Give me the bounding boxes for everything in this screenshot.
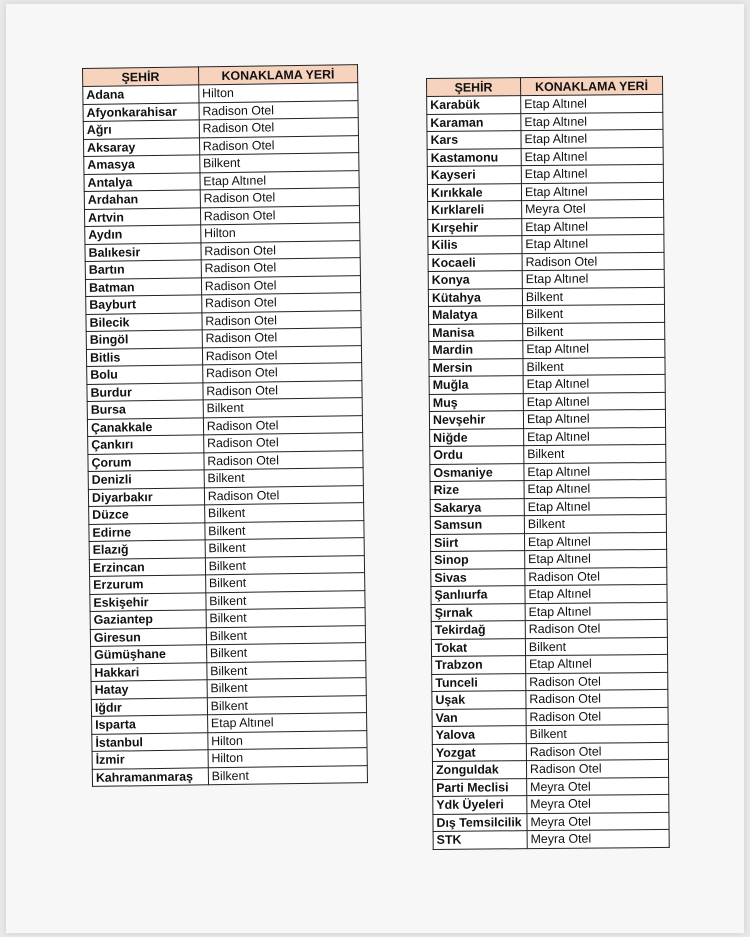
table-row bbox=[92, 765, 367, 786]
table-row bbox=[432, 742, 668, 762]
accommodation-cell: Etap Altınel bbox=[522, 269, 664, 288]
accommodation-cell: Radison Otel bbox=[199, 118, 358, 138]
accommodation-cell: Bilkent bbox=[207, 695, 366, 715]
table-row bbox=[431, 619, 667, 639]
city-cell: Bayburt bbox=[86, 295, 202, 314]
accommodation-cell: Radison Otel bbox=[525, 567, 667, 586]
table-row bbox=[427, 94, 663, 114]
table-row bbox=[429, 339, 665, 359]
accommodation-cell: Etap Altınel bbox=[521, 147, 663, 166]
accommodation-cell: Radison Otel bbox=[200, 205, 359, 225]
accommodation-cell: Etap Altınel bbox=[522, 234, 664, 253]
city-cell: Afyonkarahisar bbox=[83, 102, 199, 121]
table-row bbox=[429, 409, 665, 429]
table-row bbox=[431, 567, 667, 587]
accommodation-cell: Hilton bbox=[208, 748, 367, 768]
city-cell: Kırşehir bbox=[428, 218, 522, 236]
city-cell: Sinop bbox=[431, 551, 525, 569]
table-row bbox=[433, 829, 669, 849]
city-cell: Diyarbakır bbox=[88, 487, 204, 506]
accommodation-cell: Radison Otel bbox=[526, 689, 668, 708]
table-row bbox=[431, 637, 667, 657]
accommodation-cell: Bilkent bbox=[523, 357, 665, 376]
accommodation-cell: Radison Otel bbox=[199, 135, 358, 155]
accommodation-cell: Etap Altınel bbox=[521, 182, 663, 201]
accommodation-cell: Bilkent bbox=[205, 520, 364, 540]
table-row bbox=[428, 217, 664, 237]
accommodation-cell: Bilkent bbox=[523, 322, 665, 341]
city-cell: Bilecik bbox=[86, 312, 202, 331]
accommodation-cell: Bilkent bbox=[208, 765, 367, 785]
city-cell: Elazığ bbox=[89, 540, 205, 559]
accommodation-cell: Radison Otel bbox=[526, 759, 668, 778]
table-row bbox=[433, 812, 669, 832]
accommodation-cell: Radison Otel bbox=[203, 415, 362, 435]
accommodation-cell: Bilkent bbox=[525, 637, 667, 656]
city-cell: Kayseri bbox=[427, 166, 521, 184]
city-cell: Rize bbox=[430, 481, 524, 499]
accommodation-cell: Radison Otel bbox=[199, 100, 358, 120]
accommodation-cell: Radison Otel bbox=[201, 275, 360, 295]
accommodation-cell: Radison Otel bbox=[204, 485, 363, 505]
table-row bbox=[430, 514, 666, 534]
city-cell: STK bbox=[433, 831, 527, 849]
accommodation-cell: Bilkent bbox=[205, 555, 364, 575]
city-cell: Dış Temsilcilik bbox=[433, 813, 527, 831]
table-row bbox=[427, 112, 663, 132]
accommodation-cell: Radison Otel bbox=[201, 293, 360, 313]
city-cell: Sakarya bbox=[430, 498, 524, 516]
accommodation-cell: Hilton bbox=[200, 223, 359, 243]
city-cell: Aydın bbox=[85, 225, 201, 244]
table-row bbox=[432, 672, 668, 692]
city-cell: Erzurum bbox=[90, 575, 206, 594]
accommodation-cell: Radison Otel bbox=[202, 328, 361, 348]
accommodation-cell: Etap Altınel bbox=[524, 497, 666, 516]
accommodation-cell: Etap Altınel bbox=[522, 217, 664, 236]
city-cell: Siirt bbox=[430, 533, 524, 551]
city-cell: Niğde bbox=[430, 428, 524, 446]
table-row bbox=[432, 707, 668, 727]
city-cell: Parti Meclisi bbox=[433, 778, 527, 796]
accommodation-cell: Etap Altınel bbox=[523, 374, 665, 393]
accommodation-cell: Etap Altınel bbox=[524, 479, 666, 498]
accommodation-cell: Etap Altınel bbox=[523, 427, 665, 446]
table-row bbox=[429, 322, 665, 342]
table-row bbox=[432, 654, 668, 674]
table-row bbox=[431, 602, 667, 622]
accommodation-cell: Etap Altınel bbox=[523, 409, 665, 428]
table-row bbox=[430, 462, 666, 482]
table-header-row bbox=[427, 76, 663, 96]
accommodation-cell: Etap Altınel bbox=[524, 462, 666, 481]
city-cell: Hakkari bbox=[91, 662, 207, 681]
city-cell: Bolu bbox=[87, 365, 203, 384]
accommodation-cell: Bilkent bbox=[207, 660, 366, 680]
table-row bbox=[431, 584, 667, 604]
accommodation-cell: Meyra Otel bbox=[527, 812, 669, 831]
city-cell: Batman bbox=[85, 277, 201, 296]
header-city: ŞEHİR bbox=[427, 78, 521, 97]
accommodation-cell: Meyra Otel bbox=[527, 794, 669, 813]
accommodation-cell: Etap Altınel bbox=[525, 584, 667, 603]
accommodation-cell: Etap Altınel bbox=[523, 392, 665, 411]
accommodation-cell: Bilkent bbox=[204, 468, 363, 488]
city-cell: Gaziantep bbox=[90, 610, 206, 629]
accommodation-cell: Radison Otel bbox=[200, 188, 359, 208]
accommodation-cell: Bilkent bbox=[205, 538, 364, 558]
accommodation-cell: Radison Otel bbox=[201, 240, 360, 260]
accommodation-cell: Radison Otel bbox=[202, 363, 361, 383]
accommodation-cell: Radison Otel bbox=[525, 619, 667, 638]
accommodation-cell: Bilkent bbox=[203, 398, 362, 418]
accommodation-cell: Radison Otel bbox=[203, 380, 362, 400]
accommodation-cell: Hilton bbox=[199, 83, 358, 103]
accommodation-cell: Etap Altınel bbox=[524, 532, 666, 551]
table-row bbox=[429, 357, 665, 377]
accommodation-cell: Bilkent bbox=[522, 304, 664, 323]
accommodation-cell: Bilkent bbox=[524, 514, 666, 533]
header-city: ŞEHİR bbox=[83, 67, 199, 87]
table-row bbox=[428, 304, 664, 324]
accommodation-cell: Bilkent bbox=[206, 608, 365, 628]
table-row bbox=[430, 532, 666, 552]
accommodation-cell: Bilkent bbox=[199, 153, 358, 173]
city-cell: Burdur bbox=[87, 382, 203, 401]
accommodation-cell: Etap Altınel bbox=[207, 713, 366, 733]
accommodation-cell: Etap Altınel bbox=[525, 549, 667, 568]
table-row bbox=[430, 479, 666, 499]
table-row bbox=[431, 549, 667, 569]
city-cell: Ağrı bbox=[83, 120, 199, 139]
accommodation-cell: Etap Altınel bbox=[521, 164, 663, 183]
city-cell: Denizli bbox=[88, 470, 204, 489]
city-cell: Kütahya bbox=[428, 288, 522, 306]
city-cell: Tokat bbox=[431, 638, 525, 656]
accommodation-cell: Etap Altınel bbox=[521, 129, 663, 148]
table-row bbox=[430, 427, 666, 447]
accommodation-cell: Radison Otel bbox=[203, 433, 362, 453]
city-cell: Aksaray bbox=[83, 137, 199, 156]
accommodation-cell: Bilkent bbox=[205, 573, 364, 593]
city-cell: Nevşehir bbox=[429, 411, 523, 429]
accommodation-cell: Etap Altınel bbox=[521, 112, 663, 131]
table-row bbox=[433, 777, 669, 797]
city-cell: Çorum bbox=[88, 452, 204, 471]
city-cell: Erzincan bbox=[89, 557, 205, 576]
paper-sheet bbox=[6, 4, 744, 933]
city-cell: İzmir bbox=[92, 750, 208, 769]
city-cell: Kars bbox=[427, 131, 521, 149]
accommodation-cell: Etap Altınel bbox=[525, 654, 667, 673]
table-row bbox=[430, 444, 666, 464]
table-body bbox=[427, 94, 670, 849]
accommodation-cell: Radison Otel bbox=[202, 310, 361, 330]
accommodation-cell: Etap Altınel bbox=[523, 339, 665, 358]
city-cell: Van bbox=[432, 708, 526, 726]
city-cell: Kastamonu bbox=[427, 148, 521, 166]
accommodation-cell: Bilkent bbox=[204, 503, 363, 523]
city-cell: Osmaniye bbox=[430, 463, 524, 481]
city-cell: Zonguldak bbox=[432, 761, 526, 779]
city-cell: Amasya bbox=[84, 155, 200, 174]
city-cell: Edirne bbox=[89, 522, 205, 541]
city-cell: Gümüşhane bbox=[91, 645, 207, 664]
city-cell: Muş bbox=[429, 393, 523, 411]
accommodation-cell: Bilkent bbox=[207, 678, 366, 698]
table-row bbox=[428, 252, 664, 272]
accommodation-cell: Bilkent bbox=[206, 625, 365, 645]
city-cell: Düzce bbox=[89, 505, 205, 524]
city-cell: Şanlıurfa bbox=[431, 586, 525, 604]
city-cell: Bursa bbox=[87, 400, 203, 419]
city-cell: Isparta bbox=[92, 715, 208, 734]
table-row bbox=[429, 374, 665, 394]
city-cell: Tekirdağ bbox=[431, 621, 525, 639]
accommodation-table-right bbox=[426, 76, 670, 850]
table-row bbox=[428, 234, 664, 254]
city-cell: Artvin bbox=[84, 207, 200, 226]
table-row bbox=[432, 689, 668, 709]
city-cell: Trabzon bbox=[432, 656, 526, 674]
table-row bbox=[427, 129, 663, 149]
city-cell: Kırklareli bbox=[428, 201, 522, 219]
city-cell: Bitlis bbox=[86, 347, 202, 366]
accommodation-cell: Bilkent bbox=[524, 444, 666, 463]
table-body bbox=[83, 83, 368, 787]
city-cell: Kırıkkale bbox=[427, 183, 521, 201]
city-cell: Konya bbox=[428, 271, 522, 289]
city-cell: Antalya bbox=[84, 172, 200, 191]
accommodation-cell: Radison Otel bbox=[526, 672, 668, 691]
accommodation-cell: Radison Otel bbox=[526, 707, 668, 726]
city-cell: Malatya bbox=[428, 306, 522, 324]
city-cell: Ordu bbox=[430, 446, 524, 464]
table-row bbox=[428, 287, 664, 307]
city-cell: Uşak bbox=[432, 691, 526, 709]
accommodation-cell: Etap Altınel bbox=[200, 170, 359, 190]
accommodation-cell: Radison Otel bbox=[202, 345, 361, 365]
city-cell: Giresun bbox=[90, 627, 206, 646]
accommodation-cell: Bilkent bbox=[206, 643, 365, 663]
city-cell: Adana bbox=[83, 85, 199, 104]
accommodation-cell: Meyra Otel bbox=[521, 199, 663, 218]
accommodation-cell: Etap Altınel bbox=[521, 94, 663, 113]
accommodation-cell: Radison Otel bbox=[204, 450, 363, 470]
accommodation-cell: Meyra Otel bbox=[527, 777, 669, 796]
table-row bbox=[427, 164, 663, 184]
city-cell: Muğla bbox=[429, 376, 523, 394]
city-cell: Ardahan bbox=[84, 190, 200, 209]
accommodation-cell: Hilton bbox=[208, 730, 367, 750]
city-cell: Eskişehir bbox=[90, 592, 206, 611]
city-cell: Iğdır bbox=[91, 697, 207, 716]
table-row bbox=[428, 269, 664, 289]
city-cell: Tunceli bbox=[432, 673, 526, 691]
city-cell: Şırnak bbox=[431, 603, 525, 621]
city-cell: Bingöl bbox=[86, 330, 202, 349]
city-cell: Çanakkale bbox=[87, 417, 203, 436]
accommodation-table-left bbox=[82, 64, 368, 787]
city-cell: Balıkesir bbox=[85, 242, 201, 261]
accommodation-cell: Bilkent bbox=[526, 724, 668, 743]
city-cell: Hatay bbox=[91, 680, 207, 699]
table-row bbox=[427, 182, 663, 202]
accommodation-cell: Bilkent bbox=[522, 287, 664, 306]
city-cell: Kilis bbox=[428, 236, 522, 254]
accommodation-cell: Bilkent bbox=[206, 590, 365, 610]
city-cell: Sivas bbox=[431, 568, 525, 586]
header-accommodation: KONAKLAMA YERİ bbox=[198, 65, 357, 85]
table-row bbox=[430, 497, 666, 517]
city-cell: Samsun bbox=[430, 516, 524, 534]
accommodation-cell: Meyra Otel bbox=[527, 829, 669, 848]
table-row bbox=[427, 147, 663, 167]
city-cell: Manisa bbox=[429, 323, 523, 341]
accommodation-cell: Radison Otel bbox=[526, 742, 668, 761]
table-row bbox=[428, 199, 664, 219]
city-cell: Kocaeli bbox=[428, 253, 522, 271]
accommodation-cell: Etap Altınel bbox=[525, 602, 667, 621]
city-cell: Mersin bbox=[429, 358, 523, 376]
table-row bbox=[432, 724, 668, 744]
city-cell: Yalova bbox=[432, 726, 526, 744]
city-cell: Kahramanmaraş bbox=[92, 767, 208, 786]
city-cell: Bartın bbox=[85, 260, 201, 279]
table-row bbox=[432, 759, 668, 779]
city-cell: Ydk Üyeleri bbox=[433, 796, 527, 814]
table-row bbox=[429, 392, 665, 412]
city-cell: Karaman bbox=[427, 113, 521, 131]
city-cell: Yozgat bbox=[432, 743, 526, 761]
city-cell: İstanbul bbox=[92, 732, 208, 751]
header-accommodation: KONAKLAMA YERİ bbox=[520, 76, 662, 95]
city-cell: Çankırı bbox=[88, 435, 204, 454]
city-cell: Karabük bbox=[427, 96, 521, 114]
city-cell: Mardin bbox=[429, 341, 523, 359]
table-row bbox=[433, 794, 669, 814]
accommodation-cell: Radison Otel bbox=[522, 252, 664, 271]
accommodation-cell: Radison Otel bbox=[201, 258, 360, 278]
